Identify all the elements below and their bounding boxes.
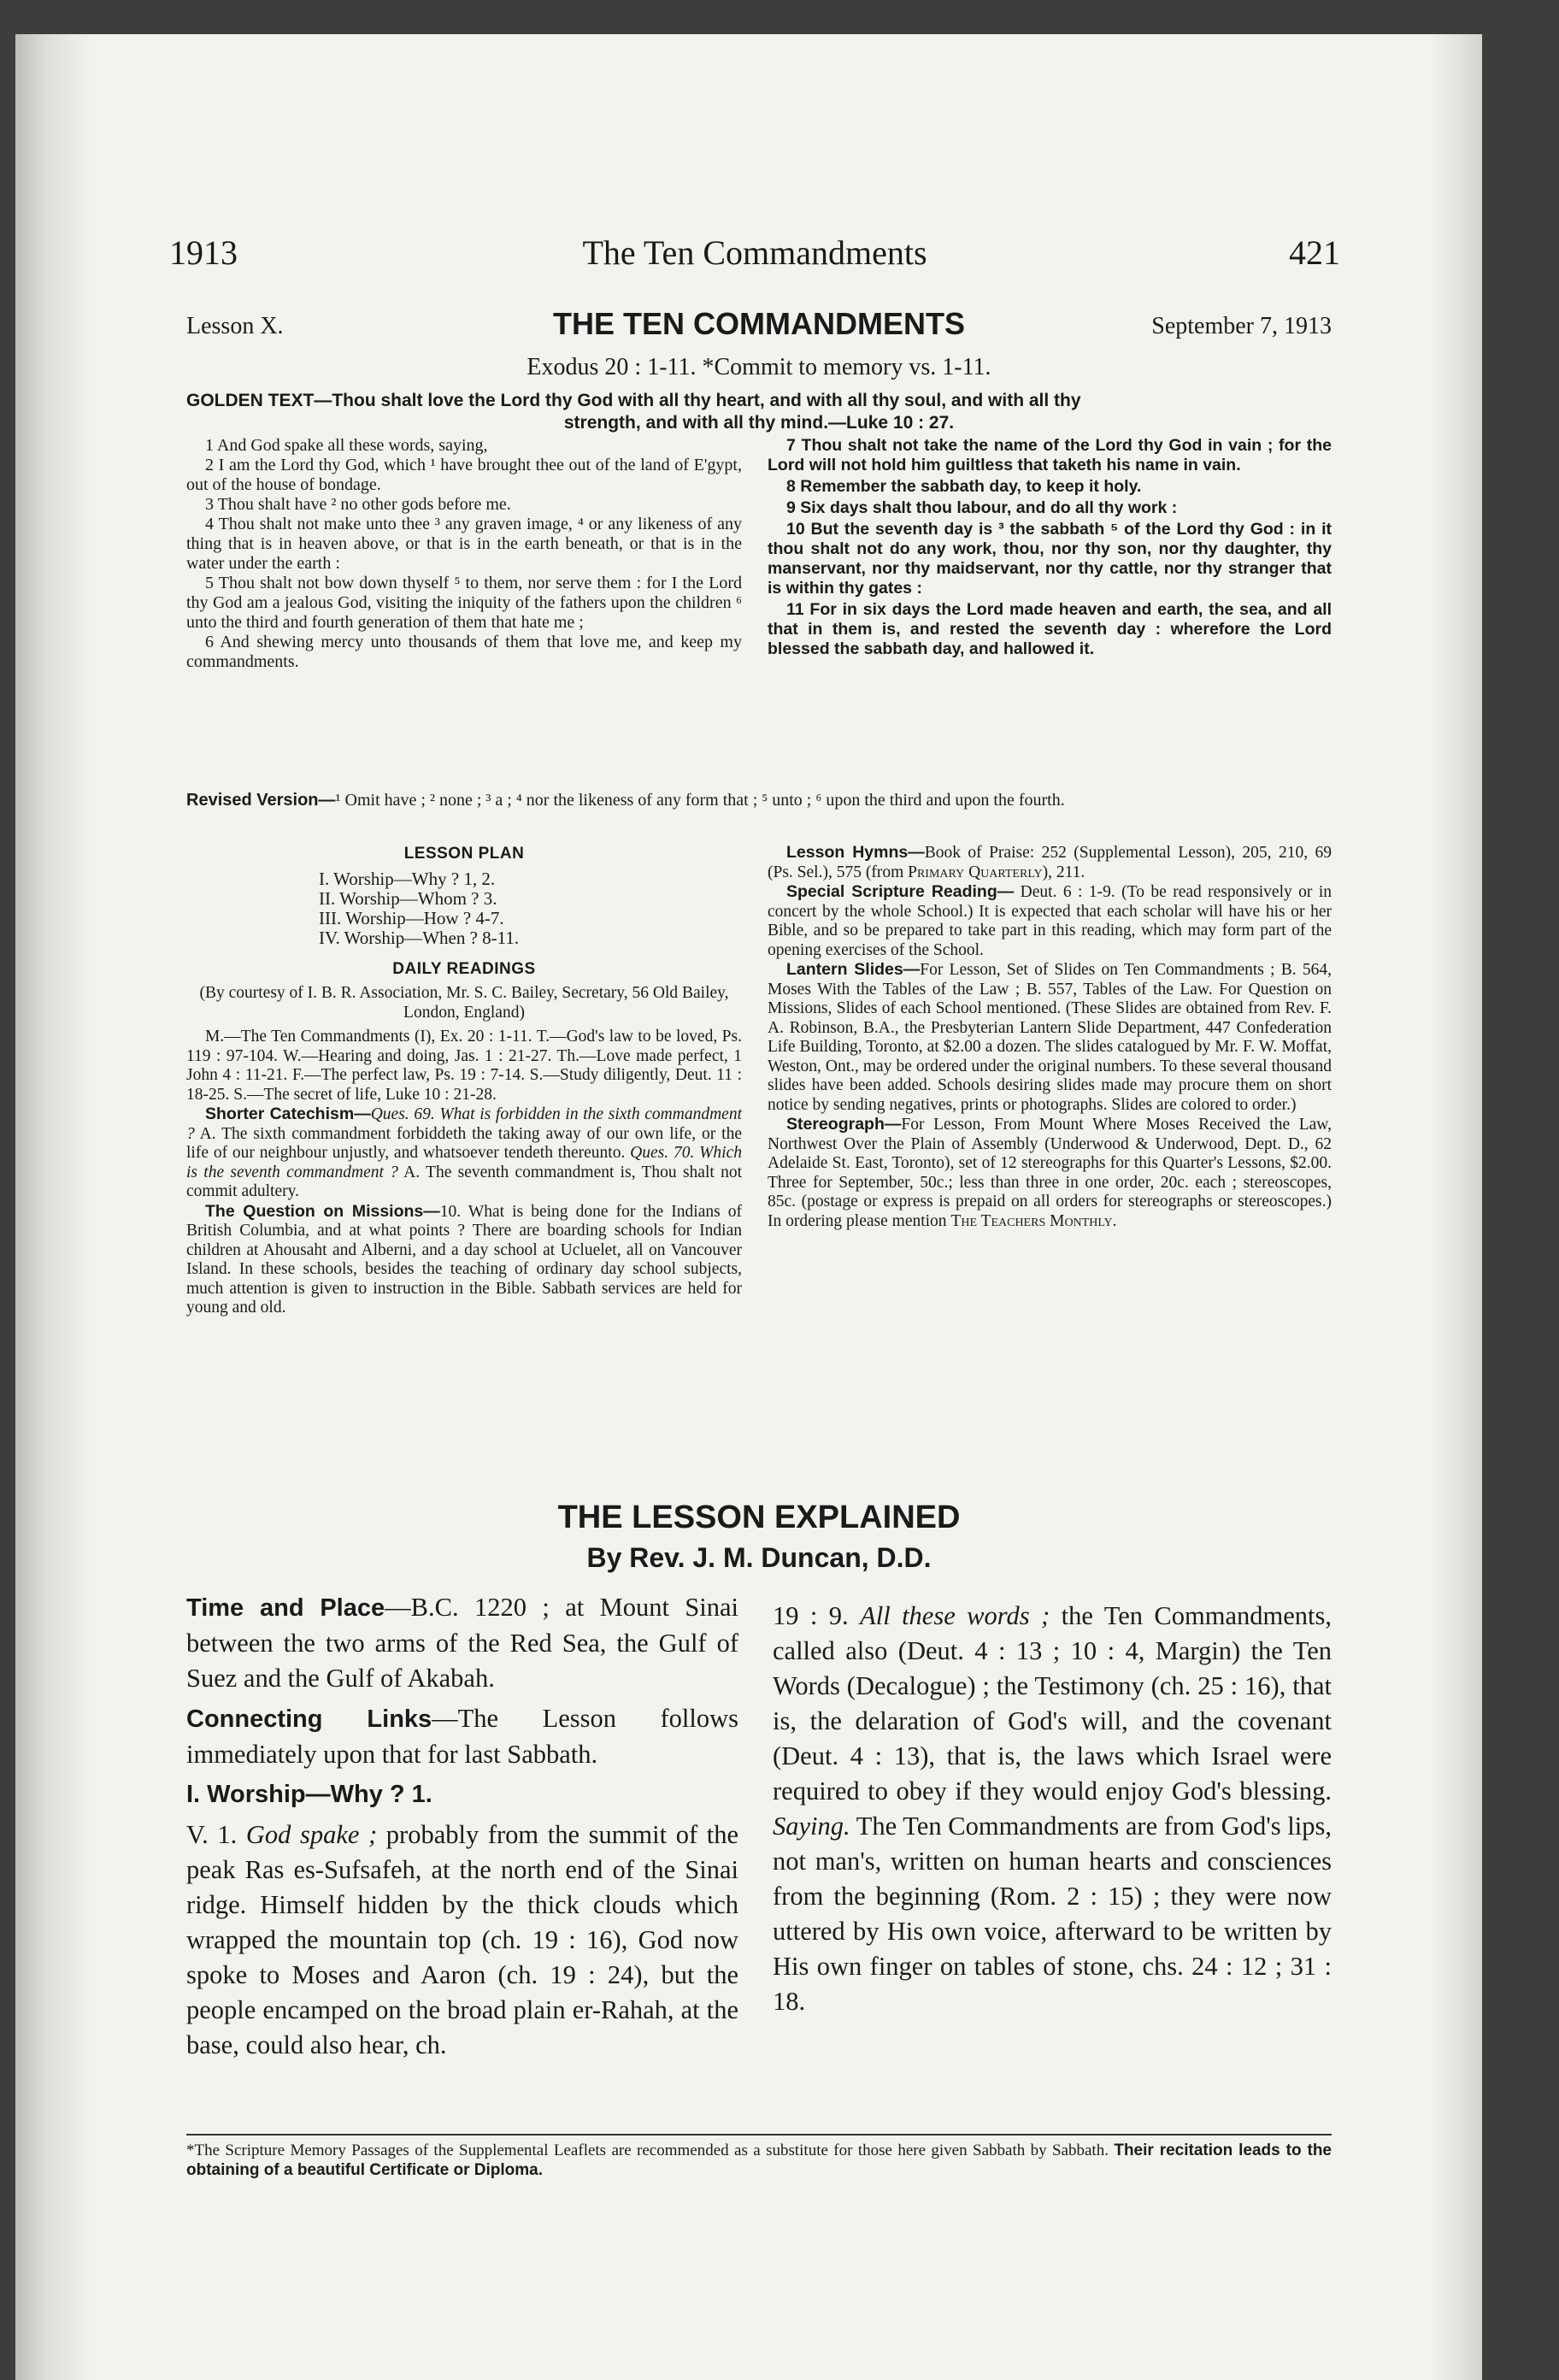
scanned-page — [15, 34, 1482, 2380]
verse: 3 Thou shalt have ² no other gods before me. — [205, 495, 511, 514]
daily-readings-text: M.—The Ten Commandments (I), Ex. 20 : 1-11. T.—God's law to be loved, Ps. 119 : 97-104. W.—Hearing and doing, Jas. 1 : 21-27. Th.—Love made perfect, 1 John 4 : 11-21. F.—The perfect law, Ps. 19 : 7-14. S.—Study diligently, Deut. 11 : 18-25. S.—The secret of life, Luke 10 : 21-28. — [186, 1028, 742, 1104]
lesson-date: September 7, 1913 — [1151, 313, 1332, 339]
time-and-place — [186, 1590, 738, 1696]
header-title: The Ten Commandments — [582, 233, 927, 272]
running-header — [169, 233, 1340, 284]
connecting-heading: Connecting Links — [186, 1705, 432, 1733]
revised-version-note — [186, 790, 1332, 810]
author-byline: By Rev. J. M. Duncan, D.D. — [586, 1542, 932, 1573]
commentary-keyword-2: Saying. — [773, 1812, 850, 1841]
scripture-passage: Exodus 20 : 1-11. *Commit to memory vs. 1-11. — [527, 354, 991, 380]
commentary-text-2: The Ten Commandments are from God's lips, not man's, written on human hearts and consciences from the beginning (Rom. 2 : 15) ; they were now uttered by His own voice, afterward to be written by His own finger on tables of stone, chs. 24 : 12 ; 31 : 18. — [773, 1812, 1332, 2016]
lesson-plan-item: III. Worship—How ? 4-7. — [319, 907, 504, 928]
lantern-label: Lantern Slides— — [786, 960, 921, 979]
verse: 4 Thou shalt not make unto thee ³ any graven image, ⁴ or any likeness of any thing that is in heaven above, or that is in the earth beneath, or that is in the water under the earth : — [186, 515, 742, 573]
verse: 10 But the seventh day is ³ the sabbath ⁵ of the Lord thy God : in it thou shalt not do any work, thou, nor thy son, nor thy daughter, thy manservant, nor thy maidservant, nor thy cattle, nor thy stranger that is within thy gates : — [768, 520, 1332, 598]
time-place-heading: Time and Place — [186, 1594, 385, 1622]
catechism-answer-70: A. The seventh commandment is, Thou shalt not commit adultery. — [186, 1163, 742, 1200]
stereograph-text-end: . — [1112, 1211, 1117, 1230]
page-edge-shadow — [1431, 34, 1482, 2380]
catechism-label: Shorter Catechism— — [205, 1105, 371, 1123]
hymns-quarterly: Primary Quarterly — [908, 863, 1043, 881]
commentary-left-column — [186, 1590, 738, 2068]
lesson-number: Lesson X. — [186, 313, 284, 339]
stereograph-text: For Lesson, From Mount Where Moses Received the Law, Northwest Over the Plain of Assembly (Underwood & Underwood, Dept. D., 62 Adelaide St. East, Toronto), set of 12 stereographs for this Quarter's Lessons, $2.00. Three for September, 50c.; less than three in one order, 20c. each ; stereoscopes, 85c. (postage or express is prepaid on all orders for stereographs or stereoscopes.) In ordering please mention — [768, 1116, 1332, 1230]
commentary-ref: 19 : 9. — [773, 1601, 861, 1630]
hymns-text-end: ), 211. — [1042, 863, 1085, 881]
verse: 8 Remember the sabbath day, to keep it holy. — [786, 477, 1142, 496]
lesson-title: THE TEN COMMANDMENTS — [553, 306, 965, 341]
lesson-hymns — [768, 843, 1332, 882]
daily-readings-courtesy: (By courtesy of I. B. R. Association, Mr. S. C. Bailey, Secretary, 56 Old Bailey, London, England) — [199, 984, 729, 1022]
commentary-text: the Ten Commandments, called also (Deut. 4 : 13 ; 10 : 4, Margin) the Ten Words (Decalogue) ; the Testimony (ch. 25 : 16), that is, the delaration of God's will, and the covenant (Deut. 4 : 13), that is, the laws which Israel were required to obey if they would enjoy God's blessing. — [773, 1601, 1332, 1806]
commentary-keyword: All these words ; — [860, 1601, 1050, 1630]
question-on-missions — [186, 1202, 742, 1318]
golden-text — [186, 390, 1332, 434]
verse: 11 For in six days the Lord made heaven and earth, the sea, and all that in them is, and rested the seventh day : wherefore the Lord blessed the sabbath day, and hallowed it. — [768, 600, 1332, 658]
verse-ref: V. 1. — [186, 1820, 246, 1849]
special-reading-text: Deut. 6 : 1-9. (To be read responsively or in concert by the whole School.) It is expected that each scholar will have his or her Bible, and so be prepared to take part in this reading, which may form part of the opening exercises of the School. — [768, 883, 1333, 959]
connecting-text: —The Lesson follows immediately upon that for last Sabbath. — [186, 1704, 738, 1769]
lesson-plan-heading: LESSON PLAN — [403, 845, 525, 863]
catechism-question-70: Ques. 70. Which is the seventh commandment ? — [186, 1144, 742, 1181]
stereograph — [768, 1115, 1332, 1231]
footnote-rule — [186, 2134, 1332, 2136]
verse: 9 Six days shalt thou labour, and do all thy work : — [786, 498, 1178, 517]
page-number: 421 — [1289, 233, 1340, 272]
scripture-verses-right — [768, 436, 1332, 661]
left-notes-column — [186, 843, 742, 1318]
footnote-bold-text: Their recitation leads to the obtaining of a beautiful Certificate or Diploma. — [186, 2141, 1332, 2179]
binding-shadow — [15, 34, 92, 2380]
hymns-text: Book of Praise: 252 (Supplemental Lesson), 205, 210, 69 (Ps. Sel.), 575 (from — [768, 844, 1332, 881]
verse-keyword: God spake ; — [245, 1820, 378, 1849]
shorter-catechism — [186, 1105, 742, 1202]
special-reading-label: Special Scripture Reading— — [786, 882, 1015, 901]
verse: 5 Thou shalt not bow down thyself ⁵ to them, nor serve them : for I the Lord thy God am a jealous God, visiting the iniquity of the fathers upon the children ⁶ unto the third and fourth generation of them that hate me ; — [186, 574, 742, 632]
golden-text-line-2: strength, and with all thy mind.—Luke 10 : 27. — [563, 413, 955, 433]
hymns-label: Lesson Hymns— — [786, 843, 925, 862]
verse: 2 I am the Lord thy God, which ¹ have brought thee out of the land of E'gypt, out of the house of bondage. — [186, 456, 742, 494]
right-notes-column — [768, 843, 1332, 1231]
footnote-text: *The Scripture Memory Passages of the Supplemental Leaflets are recommended as a substitute for those here given Sabbath by Sabbath. — [186, 2141, 1115, 2159]
connecting-links — [186, 1701, 738, 1772]
verse: 1 And God spake all these words, saying, — [205, 436, 488, 455]
lesson-plan-item: I. Worship—Why ? 1, 2. — [319, 868, 496, 889]
missions-label: The Question on Missions— — [205, 1201, 440, 1221]
revised-version-text: ¹ Omit have ; ² none ; ³ a ; ⁴ nor the likeness of any form that ; ⁵ unto ; ⁶ upon the third and upon the fourth. — [335, 791, 1065, 810]
catechism-answer-69: A. The sixth commandment forbiddeth the taking away of our own life, or the life of our neighbour unjustly, and whatsoever tendeth thereunto. — [186, 1124, 742, 1162]
lesson-plan-list — [319, 869, 742, 948]
verse: 6 And shewing mercy unto thousands of them that love me, and keep my commandments. — [186, 633, 742, 671]
header-year: 1913 — [169, 233, 238, 272]
missions-text: 10. What is being done for the Indians of British Columbia, and at what points ? There are boarding schools for Indian children at Ahousaht and Alberni, and a day school at Ucluelet, all on Vancouver Island. In these schools, besides the teaching of ordinary day school subjects, much attention is given to instruction in the Bible. Sabbath services are held for young and old. — [186, 1202, 742, 1317]
time-place-text: —B.C. 1220 ; at Mount Sinai between the two arms of the Red Sea, the Gulf of Suez and the Gulf of Akabah. — [186, 1593, 739, 1693]
lesson-plan-item: IV. Worship—When ? 8-11. — [319, 927, 520, 948]
verse: 7 Thou shalt not take the name of the Lord thy God in vain ; for the Lord will not hold him guiltless that taketh his name in vain. — [768, 436, 1332, 474]
daily-readings-heading: DAILY READINGS — [392, 959, 536, 978]
verse-commentary-text: probably from the summit of the peak Ras es-Sufsafeh, at the north end of the Sinai ridge. Himself hidden by the thick clouds which wrapped the mountain top (ch. 19 : 16), God now spoke to Moses and Aaron (ch. 19 : 24), but the people encamped on the broad plain er-Rahah, at the base, could also hear, ch. — [186, 1820, 738, 2059]
catechism-question-69: Ques. 69. What is forbidden in the sixth commandment ? — [186, 1105, 743, 1143]
commentary-paragraph — [773, 1599, 1332, 2019]
special-scripture-reading — [768, 882, 1332, 960]
revised-version-label: Revised Version— — [186, 791, 336, 810]
footnote — [186, 2141, 1332, 2180]
lesson-heading — [186, 306, 1332, 349]
lesson-explained-title: THE LESSON EXPLAINED — [557, 1499, 961, 1535]
stereograph-label: Stereograph— — [786, 1115, 902, 1134]
section-heading: I. Worship—Why ? 1. — [186, 1781, 432, 1808]
scripture-verses-left — [186, 436, 742, 672]
verse-1-commentary — [186, 1817, 738, 2063]
golden-text-line-1: GOLDEN TEXT—Thou shalt love the Lord thy God with all thy heart, and with all thy soul, and with all thy — [186, 391, 1081, 410]
commentary-right-column — [773, 1599, 1332, 2024]
stereograph-monthly: The Teachers Monthly — [950, 1211, 1113, 1230]
lantern-slides — [768, 960, 1332, 1115]
lantern-text: For Lesson, Set of Slides on Ten Commandments ; B. 564, Moses With the Tables of the Law ; B. 557, Tables of the Law. For Question on Missions, Slides of each School mentioned. (These Slides are obtained from Rev. F. A. Robinson, B.A., the Presbyterian Lantern Slide Department, 447 Confederation Life Building, Toronto, at $2.00 a dozen. The slides catalogued by Mr. F. W. Moffat, Weston, Ont., may be ordered under the original numbers. To these several thousand slides have been added. Schools desiring slides made may procure them on short notice by sending negatives, prints or photographs. Slides are colored to order.) — [768, 961, 1332, 1114]
lesson-plan-item: II. Worship—Whom ? 3. — [319, 887, 497, 909]
